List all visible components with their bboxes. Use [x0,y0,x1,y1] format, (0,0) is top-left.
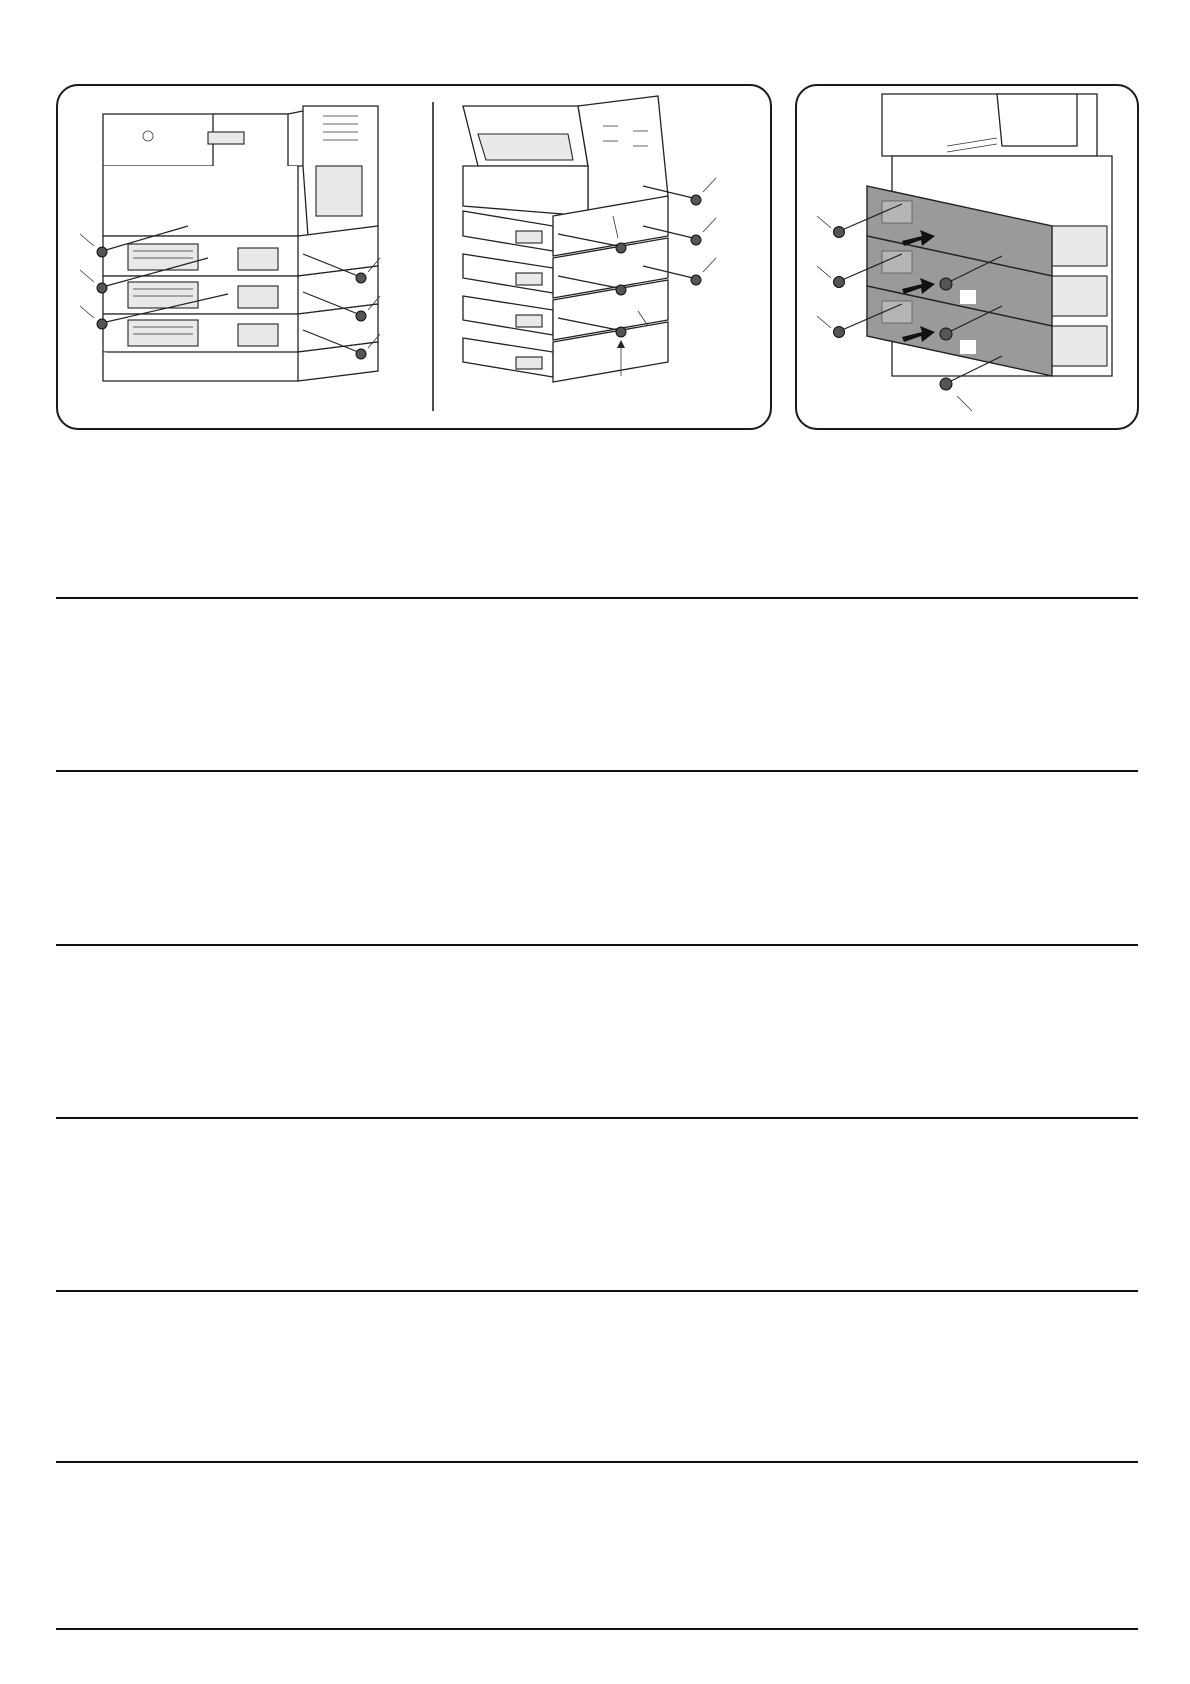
section-rule-1 [56,597,1138,599]
section-rule-4 [56,1117,1138,1119]
machine-side-screws-icon [58,86,770,428]
view-front-left [80,106,380,381]
section-rule-7 [56,1628,1138,1630]
cover-plates-install-icon [797,86,1137,428]
view-rear-right [463,96,716,382]
drawer-stack [463,196,668,382]
figure-panel-left [56,84,772,430]
figure-panel-right [795,84,1139,430]
section-rule-5 [56,1290,1138,1292]
feeder-stack-left [103,226,378,381]
section-rule-6 [56,1461,1138,1463]
section-rule-3 [56,944,1138,946]
section-rule-2 [56,770,1138,772]
